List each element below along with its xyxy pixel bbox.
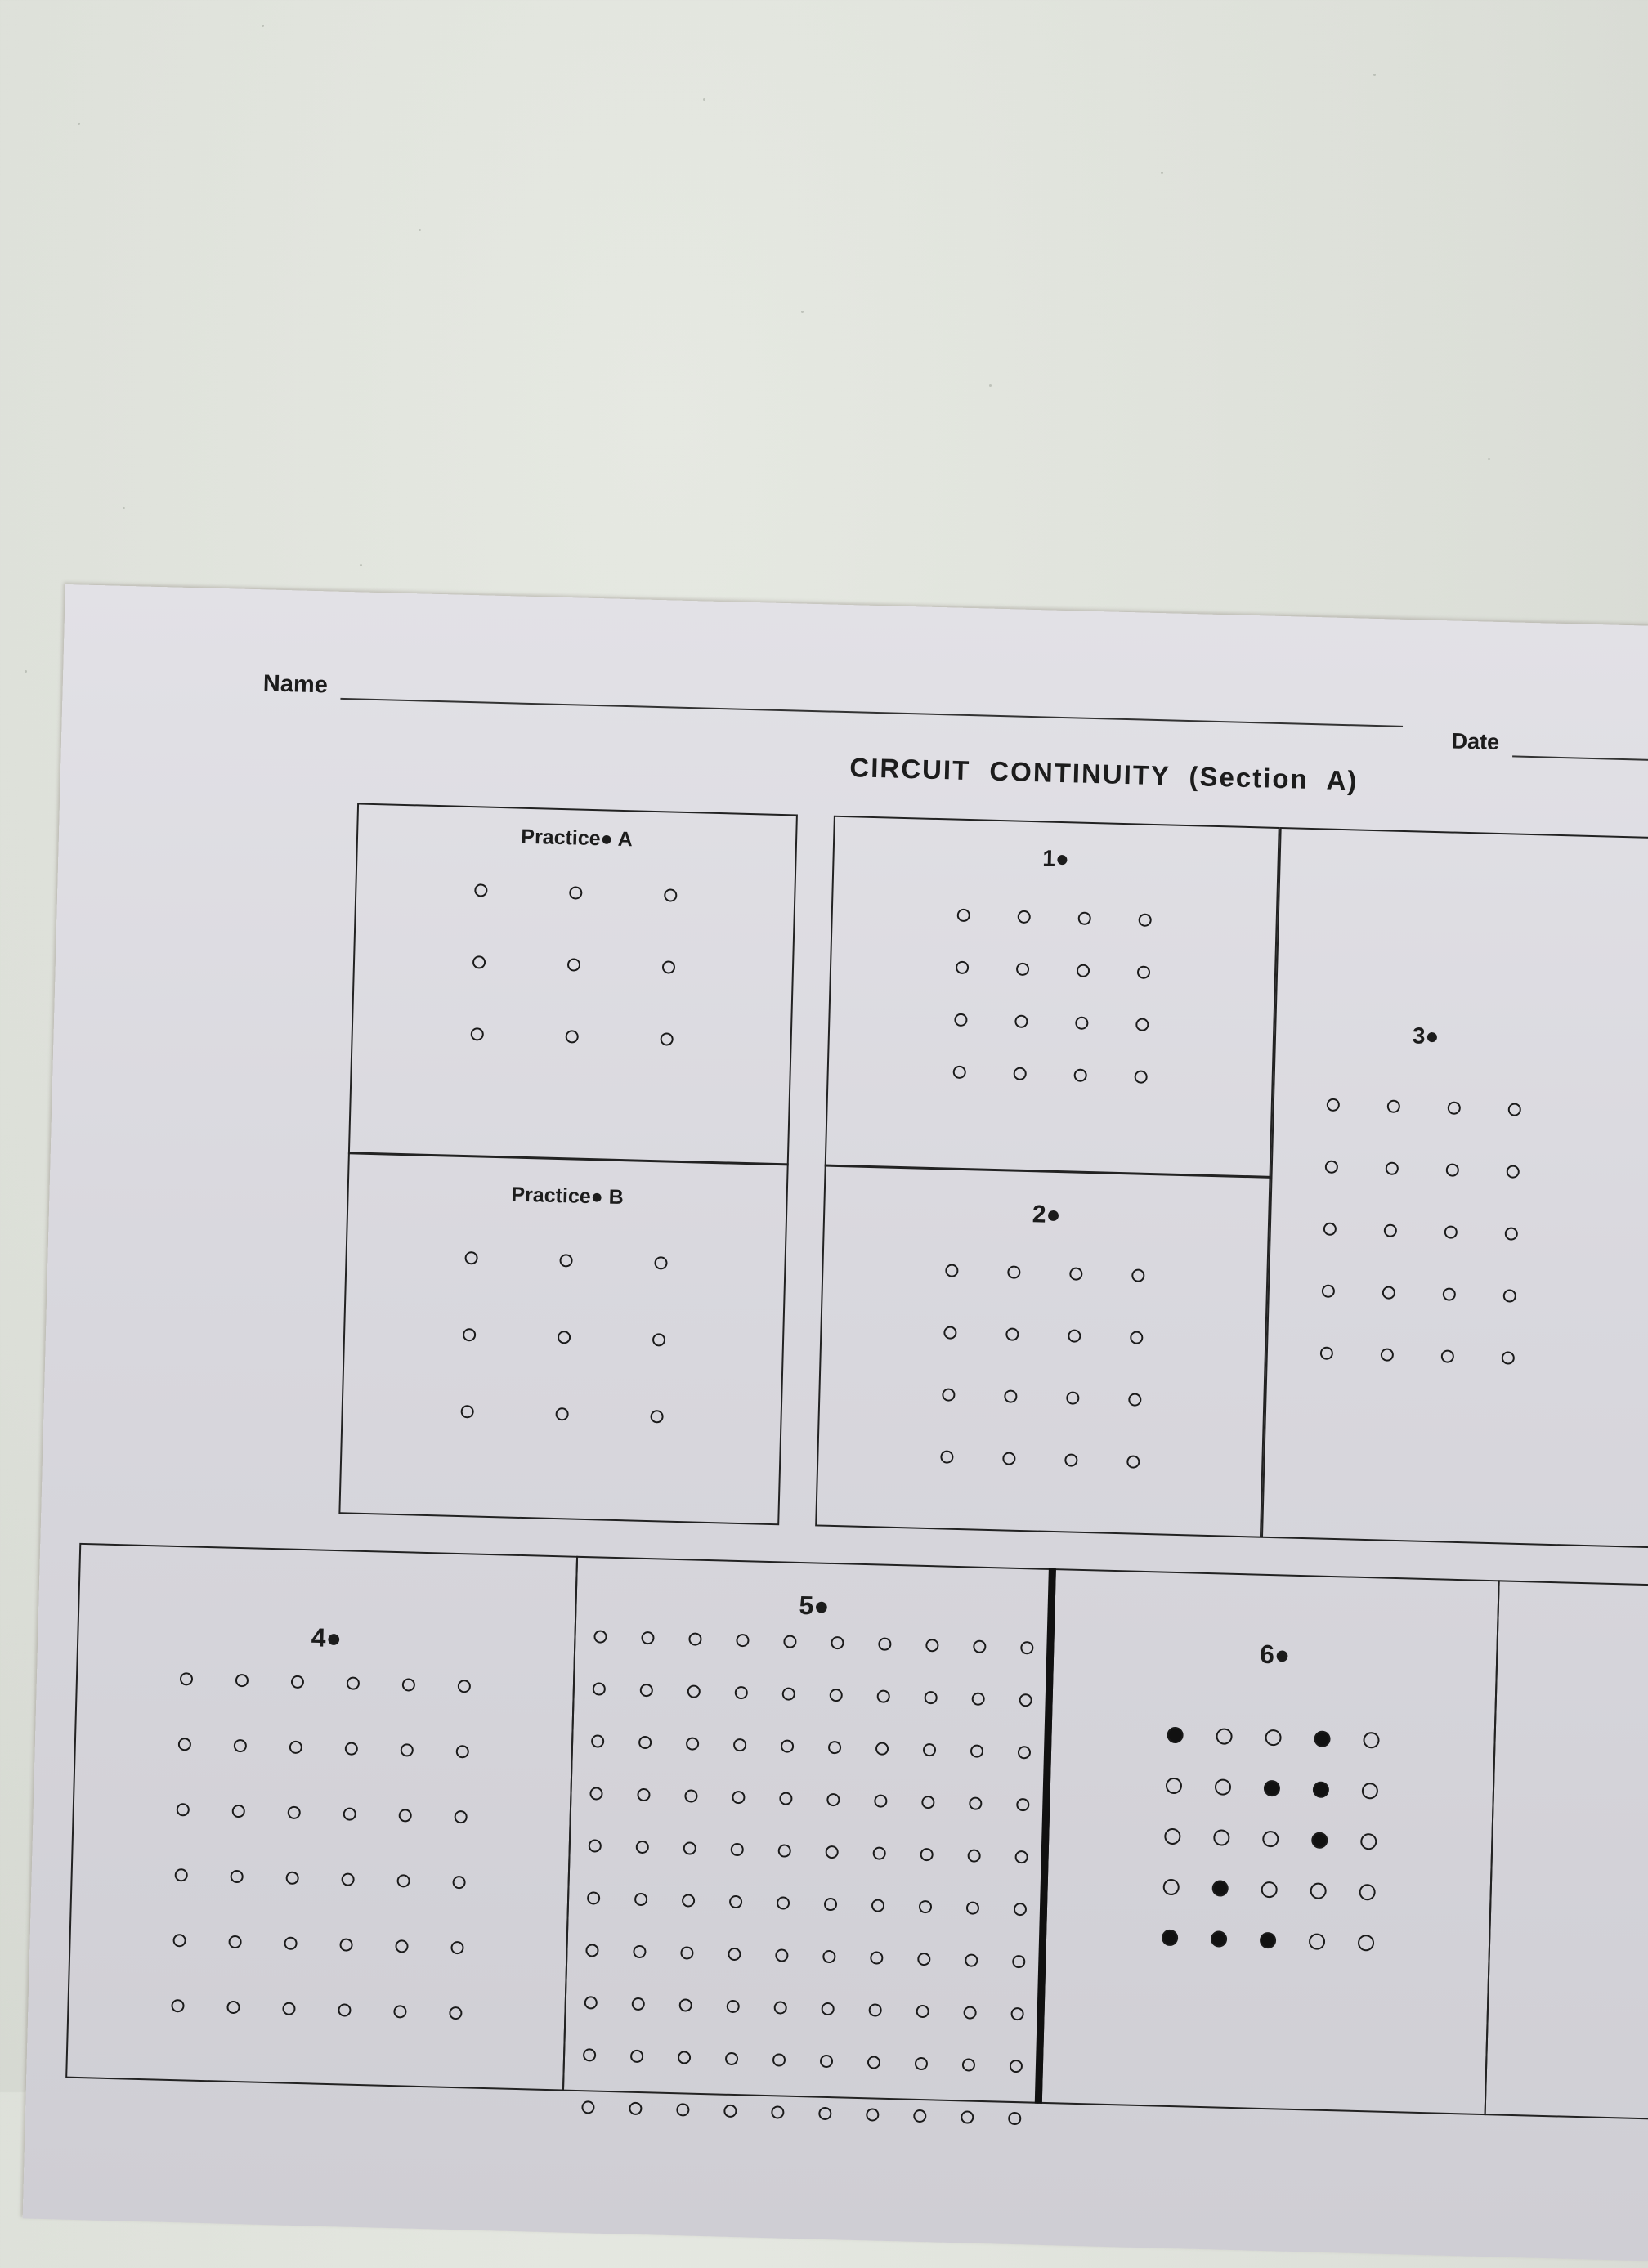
open-dot xyxy=(1444,1225,1458,1238)
open-dot xyxy=(922,1743,935,1756)
name-line xyxy=(340,698,1403,727)
open-dot xyxy=(592,1682,605,1695)
open-dot xyxy=(914,2057,927,2070)
open-dot xyxy=(1008,2112,1021,2125)
panel-title: 2● xyxy=(1032,1201,1062,1229)
open-dot xyxy=(1134,1070,1147,1083)
open-dot xyxy=(399,1809,412,1822)
open-dot xyxy=(285,1872,298,1885)
open-dot xyxy=(1018,910,1031,924)
open-dot xyxy=(680,1946,693,1959)
open-dot xyxy=(582,2048,595,2061)
open-dot xyxy=(916,2005,929,2018)
open-dot xyxy=(954,1013,967,1027)
open-dot xyxy=(347,1676,360,1689)
open-dot xyxy=(773,2001,786,2014)
open-dot xyxy=(1002,1452,1015,1465)
open-dot xyxy=(1069,1267,1082,1280)
open-dot xyxy=(629,2102,642,2115)
open-dot xyxy=(402,1678,415,1691)
filled-dot xyxy=(1263,1780,1280,1797)
open-dot xyxy=(875,1742,888,1755)
panel-title: 5● xyxy=(799,1590,831,1621)
open-dot xyxy=(1020,1641,1033,1654)
item-7-box xyxy=(1485,1580,1648,2123)
open-dot xyxy=(871,1899,884,1912)
open-dot xyxy=(635,1841,648,1854)
open-dot xyxy=(723,2105,737,2118)
open-dot xyxy=(1360,1833,1377,1850)
filled-dot xyxy=(1312,1781,1329,1798)
open-dot xyxy=(339,1938,352,1951)
open-dot xyxy=(732,1791,745,1804)
open-dot xyxy=(1325,1161,1338,1174)
open-dot xyxy=(1386,1162,1399,1175)
open-dot xyxy=(781,1687,795,1700)
open-dot xyxy=(925,1639,938,1652)
dot-grid xyxy=(1161,1727,1379,1952)
open-dot xyxy=(559,1254,572,1267)
open-dot xyxy=(688,1632,701,1645)
open-dot xyxy=(1138,914,1151,927)
open-dot xyxy=(677,2051,690,2064)
open-dot xyxy=(965,1901,978,1914)
open-dot xyxy=(338,2003,351,2016)
open-dot xyxy=(664,888,677,901)
open-dot xyxy=(1384,1223,1397,1237)
panel-title: 3● xyxy=(1412,1022,1440,1049)
open-dot xyxy=(660,1032,673,1045)
open-dot xyxy=(633,1945,646,1958)
open-dot xyxy=(1443,1287,1456,1300)
open-dot xyxy=(676,2103,689,2116)
open-dot xyxy=(1262,1831,1279,1848)
open-dot xyxy=(818,2107,831,2120)
open-dot xyxy=(969,1796,982,1809)
open-dot xyxy=(588,1839,601,1852)
open-dot xyxy=(589,1787,602,1800)
open-dot xyxy=(555,1407,568,1420)
open-dot xyxy=(401,1743,414,1756)
open-dot xyxy=(678,1998,692,2011)
open-dot xyxy=(1310,1882,1327,1899)
dot-grid xyxy=(953,909,1152,1084)
open-dot xyxy=(685,1737,698,1750)
open-dot xyxy=(637,1788,650,1801)
open-dot xyxy=(171,1999,184,2012)
open-dot xyxy=(1131,1268,1144,1282)
date-line xyxy=(1512,755,1648,763)
open-dot xyxy=(631,1997,644,2011)
open-dot xyxy=(866,2108,879,2121)
open-dot xyxy=(1216,1728,1233,1745)
open-dot xyxy=(172,1934,186,1947)
open-dot xyxy=(395,1939,408,1953)
open-dot xyxy=(590,1734,603,1747)
open-dot xyxy=(180,1672,193,1685)
worksheet xyxy=(23,584,1648,2268)
dot-grid xyxy=(470,883,677,1045)
open-dot xyxy=(1078,912,1091,925)
open-dot xyxy=(730,1843,743,1856)
open-dot xyxy=(230,1870,243,1883)
open-dot xyxy=(1073,1069,1086,1082)
open-dot xyxy=(178,1738,191,1751)
open-dot xyxy=(967,1849,980,1862)
open-dot xyxy=(872,1846,885,1859)
open-dot xyxy=(1164,1828,1181,1845)
open-dot xyxy=(288,1806,301,1819)
open-dot xyxy=(1005,1327,1019,1340)
open-dot xyxy=(921,1796,934,1809)
open-dot xyxy=(953,1066,966,1079)
date-label: Date xyxy=(1451,728,1500,754)
open-dot xyxy=(1068,1329,1081,1342)
open-dot xyxy=(458,1680,471,1693)
open-dot xyxy=(779,1792,792,1805)
open-dot xyxy=(464,1251,477,1264)
open-dot xyxy=(1323,1223,1337,1236)
open-dot xyxy=(177,1803,190,1816)
open-dot xyxy=(235,1674,249,1687)
open-dot xyxy=(970,1744,983,1757)
open-dot xyxy=(566,958,580,971)
open-dot xyxy=(776,1896,789,1909)
open-dot xyxy=(639,1684,652,1697)
open-dot xyxy=(228,1935,241,1948)
open-dot xyxy=(943,1326,956,1339)
open-dot xyxy=(472,955,485,968)
open-dot xyxy=(456,1745,469,1758)
open-dot xyxy=(771,2105,784,2118)
open-dot xyxy=(565,1030,578,1043)
open-dot xyxy=(1357,1935,1374,1952)
open-dot xyxy=(1213,1829,1230,1846)
open-dot xyxy=(1126,1455,1140,1468)
open-dot xyxy=(1381,1348,1394,1361)
open-dot xyxy=(734,1686,747,1699)
panel-item-5 xyxy=(562,1556,1055,2104)
panel-item-3 xyxy=(1261,827,1583,1546)
open-dot xyxy=(586,1891,599,1904)
open-dot xyxy=(684,1789,697,1802)
open-dot xyxy=(920,1848,933,1861)
open-dot xyxy=(821,2002,834,2015)
open-dot xyxy=(819,2055,832,2068)
open-dot xyxy=(728,1895,741,1908)
open-dot xyxy=(1130,1331,1143,1344)
open-dot xyxy=(724,2052,737,2065)
open-dot xyxy=(654,1256,667,1269)
open-dot xyxy=(822,1950,835,1963)
open-dot xyxy=(971,1692,984,1705)
open-dot xyxy=(1064,1453,1077,1466)
panel-practice-b xyxy=(338,1154,788,1525)
filled-dot xyxy=(1161,1930,1178,1947)
open-dot xyxy=(825,1845,838,1859)
open-dot xyxy=(1502,1351,1515,1364)
open-dot xyxy=(728,1948,741,1961)
open-dot xyxy=(1128,1393,1141,1406)
open-dot xyxy=(973,1640,986,1653)
open-dot xyxy=(783,1635,796,1648)
open-dot xyxy=(1077,964,1090,977)
open-dot xyxy=(393,2005,406,2018)
open-dot xyxy=(963,2006,976,2019)
dot-grid xyxy=(1320,1098,1521,1365)
open-dot xyxy=(661,960,674,973)
open-dot xyxy=(634,1893,647,1906)
dot-grid xyxy=(171,1672,471,2020)
open-dot xyxy=(1137,965,1150,978)
open-dot xyxy=(868,2003,881,2016)
panel-title: 4● xyxy=(311,1622,343,1653)
dot-grid xyxy=(460,1251,667,1423)
open-dot xyxy=(1508,1103,1521,1116)
filled-dot xyxy=(1167,1727,1184,1744)
open-dot xyxy=(569,886,582,899)
filled-dot xyxy=(1314,1730,1331,1747)
open-dot xyxy=(940,1450,953,1463)
filled-dot xyxy=(1211,1880,1229,1897)
open-dot xyxy=(956,961,969,974)
open-dot xyxy=(777,1844,790,1857)
open-dot xyxy=(831,1636,844,1649)
panel-item-1 xyxy=(825,816,1280,1176)
open-dot xyxy=(474,883,487,897)
open-dot xyxy=(1361,1783,1378,1800)
open-dot xyxy=(823,1898,836,1911)
open-dot xyxy=(449,2006,462,2020)
open-dot xyxy=(1265,1729,1282,1747)
panel-practice-a xyxy=(348,803,798,1163)
open-dot xyxy=(1066,1391,1079,1404)
open-dot xyxy=(585,1944,598,1957)
open-dot xyxy=(957,909,970,922)
open-dot xyxy=(1214,1778,1231,1796)
open-dot xyxy=(282,2002,295,2015)
open-dot xyxy=(1012,1955,1025,1968)
open-dot xyxy=(232,1805,245,1818)
panel-title: Practice● B xyxy=(511,1183,625,1210)
open-dot xyxy=(1507,1165,1520,1178)
open-dot xyxy=(945,1264,958,1277)
panel-item-2 xyxy=(815,1167,1270,1538)
panel-title: 6● xyxy=(1259,1639,1291,1670)
open-dot xyxy=(1261,1881,1278,1899)
open-dot xyxy=(736,1634,749,1647)
open-dot xyxy=(470,1027,483,1040)
open-dot xyxy=(396,1874,410,1887)
open-dot xyxy=(1016,1798,1029,1811)
open-dot xyxy=(772,2053,785,2066)
open-dot xyxy=(1308,1933,1325,1950)
open-dot xyxy=(1382,1286,1395,1299)
open-dot xyxy=(827,1741,840,1754)
open-dot xyxy=(1007,1265,1020,1278)
open-dot xyxy=(732,1738,746,1751)
open-dot xyxy=(1135,1018,1149,1031)
open-dot xyxy=(584,1996,597,2009)
open-dot xyxy=(1320,1347,1333,1360)
open-dot xyxy=(629,2050,643,2063)
open-dot xyxy=(683,1841,696,1854)
open-dot xyxy=(878,1637,891,1650)
open-dot xyxy=(1004,1389,1017,1402)
open-dot xyxy=(1009,2060,1022,2073)
open-dot xyxy=(874,1794,887,1807)
open-dot xyxy=(681,1894,694,1907)
open-dot xyxy=(291,1675,304,1689)
open-dot xyxy=(1017,1746,1030,1759)
open-dot xyxy=(557,1331,570,1344)
open-dot xyxy=(1505,1227,1518,1240)
open-dot xyxy=(1014,1015,1028,1028)
open-dot xyxy=(1016,963,1029,976)
filled-dot xyxy=(1259,1932,1276,1949)
open-dot xyxy=(876,1689,889,1702)
dot-grid xyxy=(581,1630,1033,2125)
filled-dot xyxy=(1311,1832,1328,1849)
open-dot xyxy=(1387,1100,1400,1113)
open-dot xyxy=(581,2100,594,2114)
open-dot xyxy=(942,1388,955,1401)
open-dot xyxy=(454,1810,467,1823)
open-dot xyxy=(638,1736,651,1749)
open-dot xyxy=(1019,1693,1032,1707)
open-dot xyxy=(775,1948,788,1962)
open-dot xyxy=(1363,1732,1380,1749)
open-dot xyxy=(284,1937,297,1950)
open-dot xyxy=(226,2001,240,2014)
open-dot xyxy=(341,1872,354,1886)
open-dot xyxy=(452,1876,465,1889)
dot-grid xyxy=(940,1264,1144,1468)
open-dot xyxy=(450,1941,464,1954)
open-dot xyxy=(641,1631,654,1644)
open-dot xyxy=(345,1742,358,1755)
open-dot xyxy=(175,1868,188,1881)
open-dot xyxy=(1441,1349,1454,1362)
open-dot xyxy=(1165,1778,1182,1795)
open-dot xyxy=(1327,1098,1340,1112)
open-dot xyxy=(1446,1163,1459,1176)
open-dot xyxy=(917,1953,930,1966)
open-dot xyxy=(1503,1289,1516,1302)
open-dot xyxy=(961,2110,974,2123)
panel-item-6 xyxy=(1041,1568,1500,2115)
open-dot xyxy=(829,1689,842,1702)
open-dot xyxy=(593,1630,607,1643)
open-dot xyxy=(961,2058,974,2071)
page-title: CIRCUIT CONTINUITY (Section A) xyxy=(849,752,1359,796)
open-dot xyxy=(1014,1850,1028,1863)
panel-item-4 xyxy=(65,1543,578,2091)
panel-title: Practice● A xyxy=(521,825,634,852)
open-dot xyxy=(1075,1017,1088,1030)
open-dot xyxy=(780,1739,793,1752)
open-dot xyxy=(460,1405,473,1418)
open-dot xyxy=(1010,2007,1023,2020)
open-dot xyxy=(1013,1903,1026,1916)
open-dot xyxy=(870,1951,883,1964)
open-dot xyxy=(1014,1067,1027,1080)
open-dot xyxy=(1322,1285,1335,1298)
open-dot xyxy=(687,1684,700,1698)
open-dot xyxy=(1359,1884,1376,1901)
open-dot xyxy=(1162,1879,1180,1896)
open-dot xyxy=(867,2056,880,2069)
name-label: Name xyxy=(262,670,329,699)
open-dot xyxy=(924,1691,937,1704)
open-dot xyxy=(913,2109,926,2123)
open-dot xyxy=(1448,1101,1461,1114)
open-dot xyxy=(726,2000,739,2013)
open-dot xyxy=(234,1739,247,1752)
open-dot xyxy=(462,1328,475,1341)
open-dot xyxy=(652,1333,665,1346)
open-dot xyxy=(826,1793,840,1806)
open-dot xyxy=(965,1953,978,1966)
panel-title: 1● xyxy=(1041,845,1070,872)
filled-dot xyxy=(1210,1930,1227,1948)
open-dot xyxy=(918,1900,931,1913)
open-dot xyxy=(650,1410,663,1423)
open-dot xyxy=(343,1807,356,1820)
open-dot xyxy=(289,1741,302,1754)
